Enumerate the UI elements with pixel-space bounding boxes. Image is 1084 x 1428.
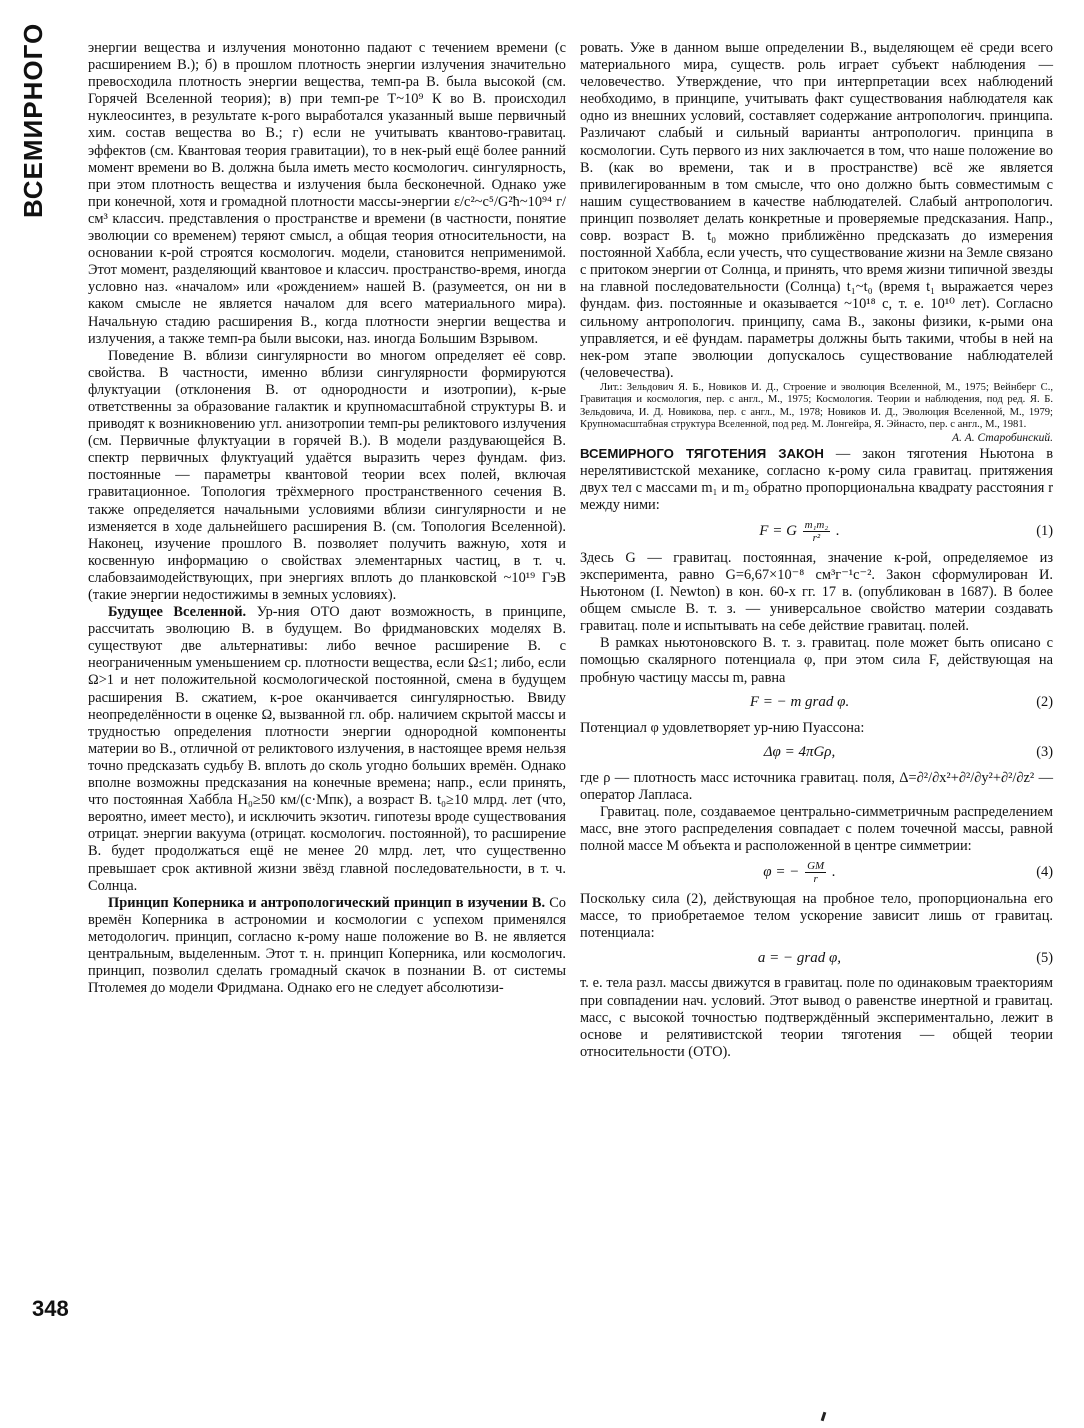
paragraph: Здесь G — гравитац. постоянная, значение к-рой, определяемое из эксперимента, равно G=6,67×10⁻⁸ см³г⁻¹с⁻². Закон сформулирован И. Ньютоном (I. Newton) в кон. 60-х гг. 17 в. (опубликован в 1687). В более общем смысле В. т. з. — универсальное свойство материи создавать гравитац. поле и испытывать на себе действие гравитац. полей. bbox=[580, 549, 1053, 635]
equation-body: a = − grad φ, bbox=[757, 949, 842, 966]
equation-body: F = G $\frac{\text{m₁m₂}}{\text{r²}}$ . bbox=[759, 518, 840, 544]
equation-4 bbox=[580, 860, 1053, 885]
section-lead: Будущее Вселенной. bbox=[108, 604, 247, 621]
fraction-denominator: r² bbox=[812, 531, 821, 544]
paragraph: Поведение В. вблизи сингулярности во многом определяет её совр. свойства. В частности, именно вблизи сингулярности формируются флуктуации (отклонения В. от однородности и изотропии), к-рые ответственны за образование галактик и крупномасштабной структуры В. и приводят к возникновению угл. анизотропии темп-ры реликтового излучения (см. Первичные флуктуации в горячей В.). В модели раздувающейся В. спектр первичных флуктуаций удаётся выразить через фундам. физ. постоянные — параметры квантовой теории всех полей, включая гравитационное. Топология трёхмерного пространственного сечения В. также определяется начальными условиями вблизи сингулярности и не изменяется в ходе дальнейшего расширения В. (см. Топология Вселенной). Наконец, изучение прошлого В. позволяет получить важную, хотя и косвенную информацию о свойствах элементарных частиц, в т. ч. слабовзаимодействующих, при энергиях вплоть до планковской ~10¹⁹ ГэВ (такие энергии недостижимы в земных условиях). bbox=[88, 347, 566, 603]
left-column bbox=[88, 40, 566, 997]
paragraph: Гравитац. поле, создаваемое центрально-симметричным распределением масс, вне этого распределения совпадает с полем точечной массы, равной полной массе M объекта и расположенной в центре симметрии: bbox=[580, 803, 1053, 855]
equation-3 bbox=[580, 742, 1053, 764]
article-headword: ВСЕМИРНОГО ТЯГОТЕНИЯ ЗАКОН bbox=[580, 445, 824, 461]
equation-number: (4) bbox=[1036, 864, 1053, 881]
right-column bbox=[580, 40, 1053, 1061]
equation-number: (2) bbox=[1036, 694, 1053, 711]
paragraph: Поскольку сила (2), действующая на пробное тело, пропорциональна его массе, то приобретаемое телом ускорение зависит лишь от гравитац. потенциала: bbox=[580, 891, 1053, 942]
fraction bbox=[803, 519, 831, 544]
paragraph: В рамках ньютоновского В. т. з. гравитац. поле может быть описано с помощью скалярного потенциала φ, при этом сила F, действующая на пробную частицу массы m, равна bbox=[580, 635, 1053, 686]
paragraph-text: — закон тяготения Ньютона в нерелятивистской механике, согласно к-рому сила гравитац. притяжения двух тел с массами m₁ и m₂ обратно пропорциональна квадрату расстояния r между ними: bbox=[580, 445, 1053, 513]
equation-2 bbox=[580, 692, 1053, 714]
paragraph-text: Со времён Коперника в астрономии и космологии с успехом применялся методологич. принцип, согласно к-рому наше положение во В. не является центральным, выделенным. Этот т. н. принцип Коперника, или космологич. принцип, позволил сделать громадный скачок в познании В. от системы Птолемея до модели Фридмана. Однако его не следует абсолютизи- bbox=[88, 894, 566, 997]
running-head: ВСЕМИРНОГО bbox=[18, 22, 48, 218]
paragraph bbox=[580, 445, 1053, 514]
fraction-denominator: r bbox=[813, 873, 818, 886]
paragraph: ровать. Уже в данном выше определении В., выделяющем её среди всего материального мира, существ. роль играет субъект наблюдения — человечество. Утверждение, что при интерпретации всех наблюдений необходимо, в принципе, учитывать факт существования наблюдателя как одно из внешних условий, составляет содержание антропологич. принципа. Различают слабый и сильный варианты антропологич. принципа в космологии. Суть первого из них заключается в том, что наше положение во В. (как во времени, так и в пространстве) всё же является привилегированным в том смысле, что оно должно быть совместимым с нашим существованием в качестве наблюдателей. Слабый антропологич. принцип позволяет делать конкретные и проверяемые предсказания. Напр., совр. возраст В. t₀ можно приближённо предсказать до измерения постоянной Хаббла, если учесть, что существование жизни на Земле связано с притоком энергии от Солнца, и принять, что время жизни типичной звезды на главной последовательности (Солнца) t₁~t₀ (время t₁ выражается через фундам. физ. постоянные и оказывается ~10¹⁸ с, т. е. 10¹⁰ лет). Согласно сильному антропологич. принципу, сама В., законы физики, к-рыми она управляется, и её фундам. параметры должны быть такими, чтобы в ней на нек-ром этапе эволюции допускалось существование наблюдателей (человечества). bbox=[580, 40, 1053, 381]
equation-1 bbox=[580, 519, 1053, 544]
paragraph: т. е. тела разл. массы движутся в гравитац. поле по одинаковым траекториям при совпадении нач. условий. Этот вывод о равенстве инертной и гравитац. масс, с высокой точностью подтверждённый экспериментально, лежит в основе и релятивистской теории тяготения — общей теории относительности (ОТО). bbox=[580, 975, 1053, 1060]
references: Лит.: Зельдович Я. Б., Новиков И. Д., Строение и эволюция Вселенной, М., 1975; Вейнберг С., Гравитация и космология, пер. с англ., М., 1975; Космология. Теории и наблюдения, под ред. Я. Б. Зельдовича, И. Д. Новикова, пер. с англ., М., 1978; Новиков И. Д., Эволюция Вселенной, М., 1979; Крупномасштабная структура Вселенной, под ред. М. Лонгейра, Я. Эйнасто, пер. с англ., М., 1981. bbox=[580, 381, 1053, 431]
fraction bbox=[805, 860, 826, 885]
equation-body: F = − m grad φ. bbox=[749, 694, 850, 711]
paragraph-text: Ур-ния ОТО дают возможность, в принципе, рассчитать эволюцию В. в будущем. Во фридмановских моделях В. существуют две альтернативы: либо вечное расширение В. с неограниченным уменьшением ср. плотности вещества, если Ω≤1; либо, если Ω>1 и нет положительной космологической постоянной, смена в будущем расширения В. сжатием, к-рое оканчивается сингулярностью. Ввиду неопределённости в оценке Ω, вызванной гл. обр. наличием скрытой массы и трудностью определения плотности энергии однородной компоненты материи во В., отличной от реликтового излучения, в настоящее время нельзя точно предсказать судьбу В. вплоть до сколь угодно больших времён. Однако вполне возможны предсказания на конечные времена; напр., если принять, что постоянная Хаббла H₀≥50 км/(с·Мпк), а возраст В. t₀≥10 млрд. лет (что, вероятно, имеет место), и исключить экзотич. гипотезы вроде существования отрицат. энергии вакуума (отрицат. космологич. постоянной), то расширение В. будет продолжаться ещё не менее 20 млрд. лет, что существенно превышает срок активной жизни звёзд главной последовательности, в т. ч. Солнца. bbox=[88, 604, 566, 894]
paragraph bbox=[88, 895, 566, 998]
equation-5 bbox=[580, 947, 1053, 969]
paragraph: где ρ — плотность масс источника гравитац. поля, Δ=∂²/∂x²+∂²/∂y²+∂²/∂z² — оператор Лапласа. bbox=[580, 769, 1053, 803]
equation-number: (1) bbox=[1036, 522, 1053, 539]
equation-number: (3) bbox=[1036, 744, 1053, 761]
equation-number: (5) bbox=[1036, 949, 1053, 966]
paragraph bbox=[88, 604, 566, 895]
fraction-numerator: GM bbox=[807, 860, 825, 873]
fraction-numerator: m₁m₂ bbox=[804, 518, 829, 531]
equation-lhs: φ = − bbox=[763, 864, 800, 881]
section-lead: Принцип Коперника и антропологический принцип в изучении В. bbox=[108, 894, 546, 911]
equation-body: φ = − $\frac{GM}{r}$ . bbox=[763, 860, 836, 886]
page-number: 348 bbox=[32, 1296, 69, 1321]
paragraph: Потенциал φ удовлетворяет ур-нию Пуассона: bbox=[580, 719, 865, 736]
equation-body: Δφ = 4πGρ, bbox=[763, 744, 836, 761]
equation-lhs: F = G bbox=[759, 522, 797, 539]
paragraph: энергии вещества и излучения монотонно падают с течением времени (с расширением В.); б) в прошлом плотность энергии излучения значительно превосходила плотность энергии вещества, темп-ра В. была высокой (см. Горячей Вселенной теория); в) при темп-ре T~10⁹ К во В. происходил нуклеосинтез, в результате к-рого выработался указанный выше первичный хим. состав вещества во В.; г) если не учитывать квантово-гравитац. эффектов (см. Квантовая теория гравитации), то в нек-рый ещё более ранний момент времени во В. должна была иметь место космологич. сингулярность, при этом плотность вещества и излучения была бесконечной. Однако уже при конечной, хотя и громадной плотности массы-энергии ε/c²~c⁵/G²ħ~10⁹⁴ г/см³ классич. представления о пространстве и времени (в частности, понятие эволюции со временем) теряют смысл, а общая теория относительности, на основании к-рой строятся космологич. модели, становится неприменимой. Этот момент, разделяющий квантовое и классич. пространство-время, иногда условно наз. «началом» или «рождением» нашей В. (разумеется, он ни в каком смысле не является началом для всего материального мира). Начальную стадию расширения В., когда плотности энергии вещества и излучения, а также темп-ра были высоки, наз. иногда Большим Взрывом. bbox=[88, 40, 566, 347]
scan-speck bbox=[821, 1412, 827, 1421]
article-author: А. А. Старобинский. bbox=[951, 431, 1053, 444]
